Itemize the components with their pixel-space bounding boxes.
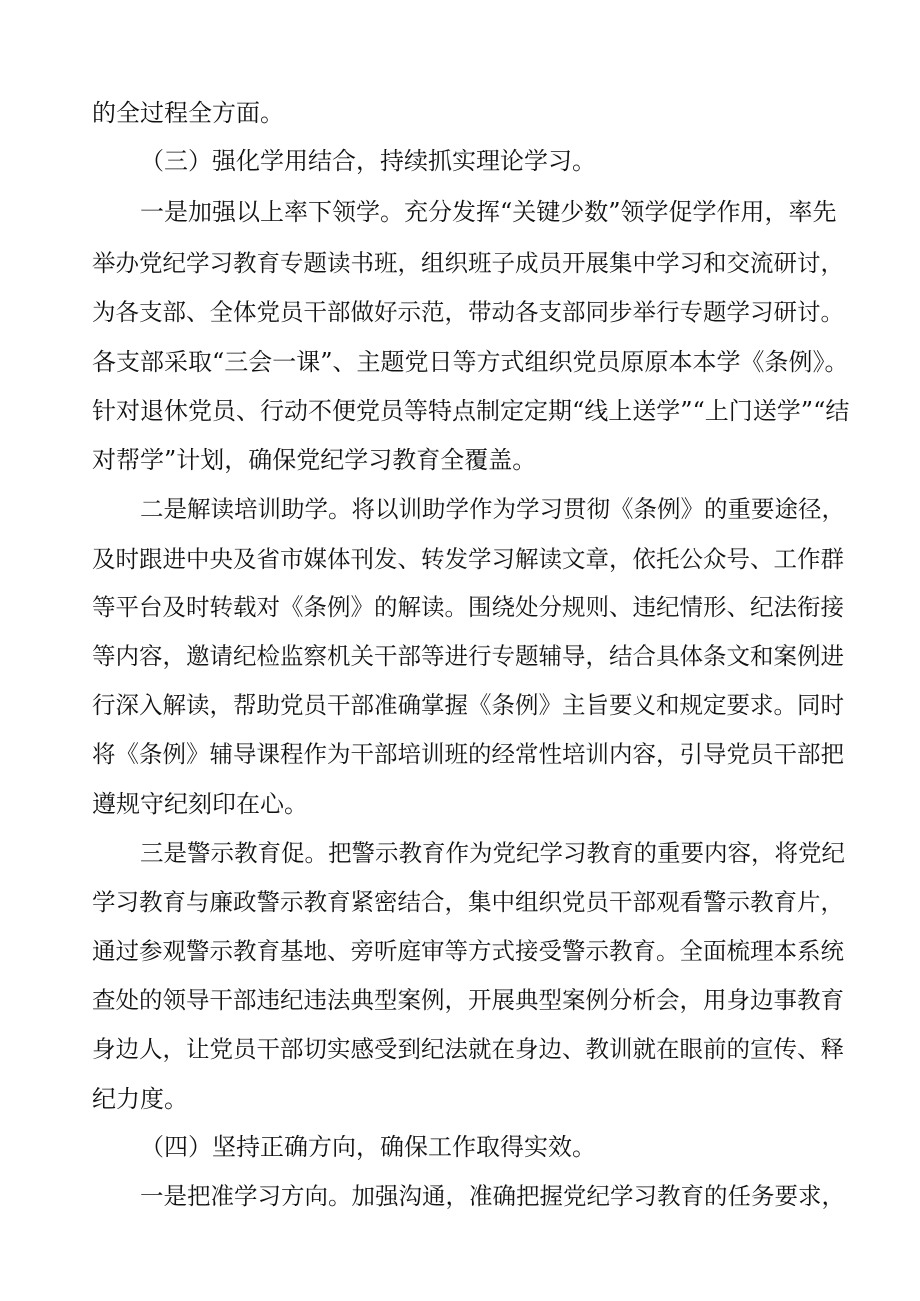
text-line-content: 举办党纪学习教育专题读书班，组织班子成员开展集中学习和交流研讨， (92, 249, 844, 277)
text-line-content: 针对退休党员、行动不便党员等特点制定定期“线上送学”“上门送学”“结 (92, 397, 850, 425)
text-line-content: 等内容，邀请纪检监察机关干部等进行专题辅导，结合具体条文和案例进 (92, 642, 844, 670)
text-line-content: 为各支部、全体党员干部做好示范，带动各支部同步举行专题学习研讨。 (92, 298, 844, 326)
text-line-content: 各支部采取“三会一课”、主题党日等方式组织党员原原本本学《条例》。 (92, 348, 849, 376)
text-line-content: 三是警示教育促。把警示教育作为党纪学习教育的重要内容，将党纪 (140, 839, 845, 867)
text-line-content: 一是加强以上率下领学。充分发挥“关键少数”领学促学作用，率先 (140, 198, 837, 226)
text-line-content: 的全过程全方面。 (92, 99, 284, 127)
section-heading (0, 149, 920, 205)
text-line-content: 遵规守纪刻印在心。 (92, 790, 308, 818)
text-line-content: 学习教育与廉政警示教育紧密结合，集中组织党员干部观看警示教育片， (92, 888, 844, 916)
text-line-content: 一是把准学习方向。加强沟通，准确把握党纪学习教育的任务要求， (140, 1182, 845, 1210)
text-line-content: 身边人，让党员干部切实感受到纪法就在身边、教训就在眼前的宣传、释 (92, 1035, 844, 1063)
text-line-content: （四）坚持正确方向，确保工作取得实效。 (140, 1133, 596, 1161)
text-line-content: 查处的领导干部违纪违法典型案例，开展典型案例分析会，用身边事教育 (92, 986, 844, 1014)
text-line-content: 二是解读培训助学。将以训助学作为学习贯彻《条例》的重要途径， (140, 495, 845, 523)
text-line-content: 对帮学”计划，确保党纪学习教育全覆盖。 (92, 446, 537, 474)
text-line-content: 将《条例》辅导课程作为干部培训班的经常性培训内容，引导党员干部把 (92, 740, 844, 768)
text-line (0, 1182, 920, 1241)
text-line-content: 等平台及时转载对《条例》的解读。围绕处分规则、违纪情形、纪法衔接 (92, 593, 844, 621)
text-line-content: （三）强化学用结合，持续抓实理论学习。 (140, 147, 596, 175)
text-line-content: 通过参观警示教育基地、旁听庭审等方式接受警示教育。全面梳理本系统 (92, 937, 844, 965)
text-line-content: 纪力度。 (92, 1085, 188, 1113)
text-line (0, 200, 920, 256)
text-line-content: 及时跟进中央及省市媒体刊发、转发学习解读文章，依托公众号、工作群 (92, 545, 844, 573)
text-line-content: 行深入解读，帮助党员干部准确掌握《条例》主旨要义和规定要求。同时 (92, 691, 844, 719)
